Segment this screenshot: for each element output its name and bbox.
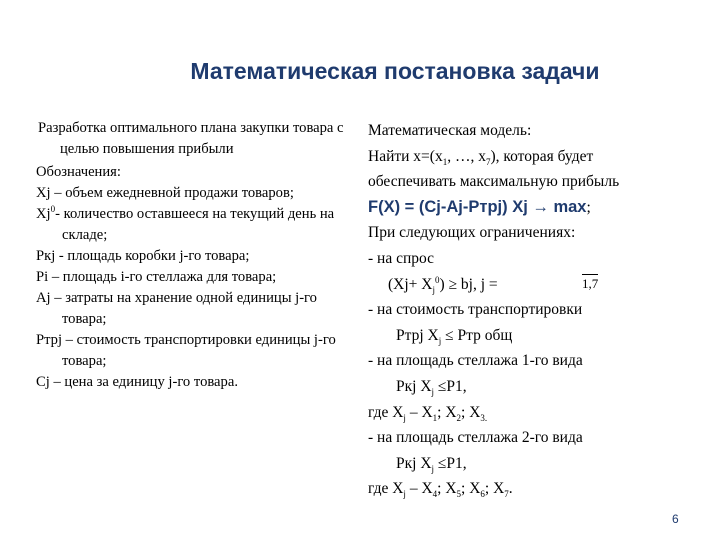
constraint-transport-expr: Ртрj $X_j$ ≤ Ртр общ <box>396 326 513 346</box>
left-column <box>36 118 362 393</box>
intro-text: Разработка оптимального плана закупки товара с целью повышения прибыли <box>38 120 344 157</box>
constraint-demand-label: - на спрос <box>368 249 435 267</box>
constraint-shelf2-expr: Ркj $X_j \le Р1$, <box>396 454 467 474</box>
constraint-shelf1-label: - на площадь стеллажа 1-го вида <box>368 352 583 370</box>
slide-title: Математическая постановка задачи <box>190 58 600 84</box>
objective-function: F(X) = (Сj-Аj-Ртрj) Xj → max; <box>368 197 591 216</box>
find-line: Найти $x=(x_1$, …, $x_7$), которая будет <box>368 147 594 167</box>
designation-item: Ркj - площадь коробки j-го товара; <box>36 248 250 264</box>
designation-item: Рi – площадь i-го стеллажа для товара; <box>36 269 277 285</box>
constraint-demand-expr: $(Xj+ X_j^0)$ ≥ bj, j = <box>388 274 498 295</box>
constraint-shelf1-where: где $X_j - X_1$; $X_2$; $X_{3.}$ <box>368 403 488 423</box>
constraints-heading: При следующих ограничениях: <box>368 224 576 242</box>
designation-item: Сj – цена за единицу j-го товара. <box>36 374 238 390</box>
designation-item: Xj$^0$- количество оставшееся на текущий день на складе; <box>36 204 335 243</box>
constraint-transport-label: - на стоимость транспортировки <box>368 301 583 319</box>
designation-list <box>36 183 362 393</box>
designation-item: Xj – объем ежедневной продажи товаров; <box>36 185 294 201</box>
designation-item: Аj – затраты на хранение одной единицы j-го товара; <box>36 290 317 327</box>
constraint-shelf1-expr: Ркj $X_j \le Р1$, <box>396 377 467 398</box>
model-heading: Математическая модель: <box>368 122 532 139</box>
index-range: 1,7 <box>582 276 599 291</box>
find-line-2: обеспечивать максимальную прибыль <box>368 173 620 191</box>
constraint-shelf2-label: - на площадь стеллажа 2-го вида <box>368 429 583 447</box>
designations-heading: Обозначения: <box>36 164 121 180</box>
constraint-shelf2-where: где $X_j - X_4$; $X_5$; $X_6$; $X_7$. <box>368 480 513 500</box>
page-number: 6 <box>672 512 679 526</box>
right-column <box>368 118 713 502</box>
designation-item: Ртрj – стоимость транспортировки единицы j-го товара; <box>36 332 336 369</box>
